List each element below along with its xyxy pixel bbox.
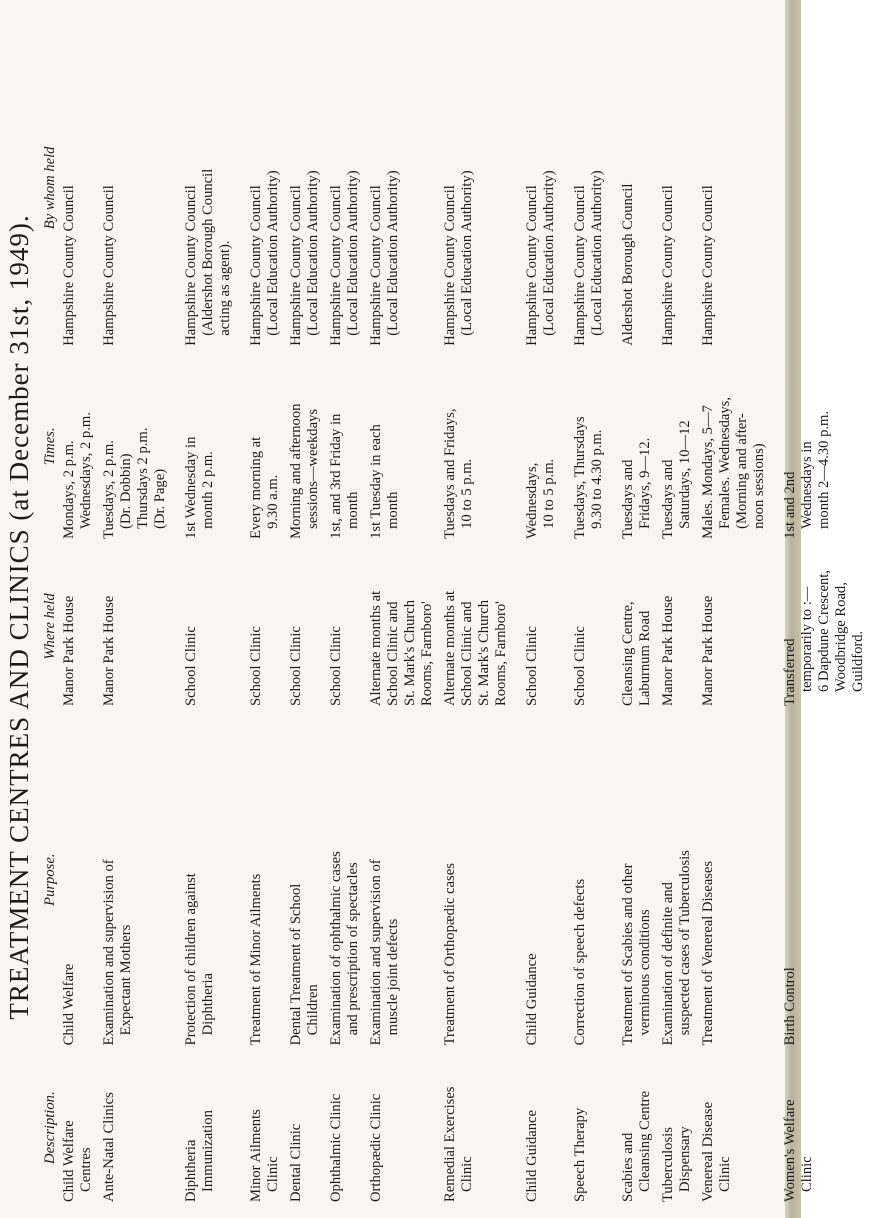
table-row (101, 26, 183, 1206)
cell-where-held (101, 543, 183, 710)
page-title: TREATMENT CENTRES AND CLINICS (at December 31st, 1949). (4, 214, 34, 1020)
cell-line: (Local Education Authority) (385, 170, 401, 336)
cell-line: Dental Treatment of School (288, 883, 304, 1046)
cell-where-held (572, 543, 620, 710)
cell-line: School Clinic (328, 626, 344, 706)
cell-line: Fridays, 9—12. (637, 437, 653, 529)
cell-line: noon sessions) (751, 443, 767, 529)
cell-where-held (288, 543, 328, 710)
cell-line: Thursdays 2 p.m. (135, 427, 151, 529)
cell-line: 9.30 to 4.30 p.m. (589, 429, 605, 529)
cell-line: Speech Therapy (572, 1107, 588, 1202)
cell-line: (Local Education Authority) (265, 170, 281, 336)
cell-description (61, 1049, 101, 1206)
cell-line: Hampshire County Council (368, 185, 384, 346)
cell-by-whom-held (620, 26, 660, 350)
cell-line: Treatment of Scabies and other (620, 863, 636, 1046)
cell-purpose (101, 710, 183, 1049)
cell-line: Diphtheria (183, 1139, 199, 1202)
cell-line: month 2 p.m. (200, 451, 216, 529)
cell-description (288, 1049, 328, 1206)
cell-description (101, 1049, 183, 1206)
rotated-table-area (0, 22, 866, 1212)
cell-line: verminous conditions (637, 909, 653, 1036)
cell-where-held (700, 543, 782, 710)
cell-description (620, 1049, 660, 1206)
cell-line: St. Mark's Church (476, 600, 492, 706)
cell-line: Treatment of Venereal Diseases (700, 860, 716, 1046)
cell-line: Protection of children against (183, 873, 199, 1046)
header-where-held: Where held (42, 593, 58, 660)
cell-purpose (328, 710, 368, 1049)
cell-line: Children (305, 984, 321, 1036)
cell-line: Tuesdays, Thursdays (572, 416, 588, 539)
cell-line: month 2—4.30 p.m. (816, 410, 832, 529)
cell-line: sessions—weekdays (305, 408, 321, 529)
cell-line: Clinic (717, 1156, 733, 1192)
cell-line: St. Mark's Church (402, 600, 418, 706)
cell-purpose (524, 710, 572, 1049)
cell-times (288, 350, 328, 543)
cell-line: acting as agent). (217, 240, 233, 336)
table-row (183, 26, 248, 1206)
cell-line: month (385, 491, 401, 529)
cell-by-whom-held (288, 26, 328, 350)
cell-purpose (61, 710, 101, 1049)
cell-line: Manor Park House (61, 595, 77, 706)
cell-times (61, 350, 101, 543)
cell-line: Aldershot Borough Council (620, 183, 636, 346)
table-row (288, 26, 328, 1206)
cell-times (782, 350, 873, 543)
cell-by-whom-held (368, 26, 442, 350)
cell-line: Child Guidance (524, 953, 540, 1046)
cell-line: Hampshire County Council (61, 185, 77, 346)
cell-purpose (288, 710, 328, 1049)
cell-description (782, 1049, 873, 1206)
cell-line: Laburnum Road (637, 610, 653, 706)
cell-line: Cleansing Centre, (620, 601, 636, 706)
table-row (442, 26, 524, 1206)
cell-by-whom-held (700, 26, 782, 350)
cell-line: and prescription of spectacles (345, 862, 361, 1036)
cell-line: Rooms, Farnboro' (419, 601, 435, 706)
cell-purpose (660, 710, 700, 1049)
cell-line: 10 to 5 p.m. (541, 458, 557, 529)
cell-line: Wednesdays in (799, 441, 815, 529)
cell-where-held (183, 543, 248, 710)
cell-description (368, 1049, 442, 1206)
cell-line: (Dr. Dobbin) (118, 453, 134, 529)
cell-line: Hampshire County Council (572, 185, 588, 346)
cell-line: Hampshire County Council (524, 185, 540, 346)
cell-line: Clinic (459, 1156, 475, 1192)
cell-line: Manor Park House (700, 595, 716, 706)
cell-line: Tuesdays, 2 p.m. (101, 440, 117, 539)
cell-by-whom-held (442, 26, 524, 350)
cell-purpose (782, 710, 873, 1049)
cell-by-whom-held (61, 26, 101, 350)
cell-times (183, 350, 248, 543)
cell-by-whom-held (524, 26, 572, 350)
cell-line: Tuesdays and (660, 459, 676, 539)
cell-description (183, 1049, 248, 1206)
cell-times (368, 350, 442, 543)
cell-line: Dental Clinic (288, 1123, 304, 1202)
cell-line: Women's Welfare (782, 1099, 798, 1202)
table-row (620, 26, 660, 1206)
table-row (660, 26, 700, 1206)
cell-line: Scabies and (620, 1132, 636, 1202)
cell-line: Males. Mondays, 5—7 (700, 405, 716, 539)
cell-line: suspected cases of Tuberculosis (677, 850, 693, 1036)
cell-line: Immunization (200, 1110, 216, 1192)
cell-line: Ophthalmic Clinic (328, 1093, 344, 1202)
cell-line: Hampshire County Council (442, 185, 458, 346)
cell-line: (Local Education Authority) (345, 170, 361, 336)
cell-line: Transferred (782, 638, 798, 706)
cell-purpose (700, 710, 782, 1049)
cell-line: Remedial Exercises (442, 1086, 458, 1202)
cell-line: Hampshire County Council (700, 185, 716, 346)
cell-line: temporarily to :— (799, 586, 815, 692)
cell-line: 6 Dapdune Crescent, (816, 570, 832, 692)
cell-line: Centres (78, 1147, 94, 1192)
header-by-whom-held: By whom held (42, 146, 58, 230)
cell-line: School Clinic (572, 626, 588, 706)
cell-line: (Morning and after- (734, 413, 750, 529)
cell-line: Hampshire County Council (328, 185, 344, 346)
cell-where-held (524, 543, 572, 710)
table-body (61, 26, 873, 1206)
cell-where-held (328, 543, 368, 710)
cell-line: Saturdays, 10—12 (677, 420, 693, 529)
table-row (328, 26, 368, 1206)
cell-line: Treatment of Orthopædic cases (442, 863, 458, 1046)
cell-times (328, 350, 368, 543)
cell-line: Females. Wednesdays, (717, 397, 733, 529)
cell-line: Tuesdays and Fridays, (442, 408, 458, 539)
cell-by-whom-held (248, 26, 288, 350)
cell-line: Alternate months at (442, 590, 458, 706)
cell-description (572, 1049, 620, 1206)
cell-line: (Local Education Authority) (541, 170, 557, 336)
cell-line: 9.30 a.m. (265, 474, 281, 529)
cell-description (660, 1049, 700, 1206)
cell-line: Expectant Mothers (118, 924, 134, 1036)
cell-line: Wednesdays, (524, 462, 540, 539)
cell-where-held (61, 543, 101, 710)
cell-line: Diphtheria (200, 972, 216, 1036)
cell-line: Examination of definite and (660, 882, 676, 1046)
cell-line: Guildford. (850, 630, 866, 692)
cell-line: Wednesdays, 2 p.m. (78, 412, 94, 529)
cell-line: Examination and supervision of (368, 859, 384, 1046)
cell-line: Every morning at (248, 436, 264, 539)
table-row (700, 26, 782, 1206)
cell-line: Woodbridge Road, (833, 582, 849, 692)
cell-purpose (368, 710, 442, 1049)
cell-line: Birth Control (782, 967, 798, 1046)
cell-purpose (442, 710, 524, 1049)
cell-by-whom-held (660, 26, 700, 350)
cell-line: School Clinic and (385, 601, 401, 706)
cell-line: (Local Education Authority) (459, 170, 475, 336)
cell-line: 1st and 2nd (782, 471, 798, 539)
table-header-row (42, 26, 61, 1206)
cell-line: Correction of speech defects (572, 878, 588, 1046)
cell-line: (Aldershot Borough Council (200, 168, 216, 336)
cell-line: Rooms, Farnboro' (493, 601, 509, 706)
cell-line: Cleansing Centre (637, 1091, 653, 1192)
cell-line: Hampshire County Council (288, 185, 304, 346)
cell-line: Hampshire County Council (101, 185, 117, 346)
cell-description (328, 1049, 368, 1206)
cell-line: Alternate months at (368, 590, 384, 706)
cell-where-held (248, 543, 288, 710)
cell-line: (Local Education Authority) (589, 170, 605, 336)
cell-line: Morning and afternoon (288, 403, 304, 539)
cell-line: Clinic (799, 1156, 815, 1192)
table-row (248, 26, 288, 1206)
cell-times (700, 350, 782, 543)
clinics-table (42, 26, 873, 1206)
cell-line: School Clinic (524, 626, 540, 706)
cell-line: Minor Ailments (248, 1109, 264, 1202)
cell-where-held (442, 543, 524, 710)
cell-line: School Clinic (183, 626, 199, 706)
cell-line: Clinic (265, 1156, 281, 1192)
table-row (782, 26, 873, 1206)
cell-line: Child Welfare (61, 963, 77, 1046)
cell-description (248, 1049, 288, 1206)
cell-line: Tuberculosis (660, 1127, 676, 1202)
cell-line: Mondays, 2 p.m. (61, 440, 77, 539)
cell-purpose (620, 710, 660, 1049)
cell-by-whom-held (572, 26, 620, 350)
cell-line: Treatment of Minor Ailments (248, 873, 264, 1046)
cell-line: 10 to 5 p.m. (459, 458, 475, 529)
cell-where-held (368, 543, 442, 710)
cell-line: Venereal Disease (700, 1101, 716, 1202)
cell-where-held (782, 543, 873, 710)
cell-line: Ante-Natal Clinics (101, 1092, 117, 1202)
cell-line: 1st, and 3rd Friday in (328, 413, 344, 539)
cell-line: Child Welfare (61, 1120, 77, 1202)
table-row (524, 26, 572, 1206)
cell-purpose (183, 710, 248, 1049)
table-row (572, 26, 620, 1206)
cell-line: School Clinic (288, 626, 304, 706)
cell-line: month (345, 491, 361, 529)
header-times: Times. (42, 427, 58, 466)
header-purpose: Purpose. (42, 853, 58, 906)
cell-by-whom-held (782, 26, 873, 350)
cell-line: muscle joint defects (385, 918, 401, 1036)
cell-line: Hampshire County Council (660, 185, 676, 346)
cell-line: Hampshire County Council (248, 185, 264, 346)
cell-line: 1st Wednesday in (183, 436, 199, 539)
table-row (61, 26, 101, 1206)
cell-line: Hampshire County Council (183, 185, 199, 346)
cell-line: Manor Park House (660, 595, 676, 706)
cell-line: 1st Tuesday in each (368, 424, 384, 539)
cell-purpose (248, 710, 288, 1049)
cell-line: Dispensary (677, 1126, 693, 1192)
cell-line: Child Guidance (524, 1109, 540, 1202)
cell-line: (Dr. Page) (152, 468, 168, 529)
cell-line: (Local Education Authority) (305, 170, 321, 336)
cell-line: School Clinic and (459, 601, 475, 706)
table-row (368, 26, 442, 1206)
cell-times (524, 350, 572, 543)
cell-purpose (572, 710, 620, 1049)
cell-by-whom-held (101, 26, 183, 350)
cell-line: Examination of ophthalmic cases (328, 851, 344, 1046)
cell-times (572, 350, 620, 543)
cell-by-whom-held (183, 26, 248, 350)
cell-times (620, 350, 660, 543)
header-description: Description. (42, 1091, 58, 1164)
cell-times (660, 350, 700, 543)
cell-where-held (620, 543, 660, 710)
cell-description (524, 1049, 572, 1206)
cell-description (442, 1049, 524, 1206)
cell-times (248, 350, 288, 543)
cell-description (700, 1049, 782, 1206)
cell-line: Manor Park House (101, 595, 117, 706)
cell-line: Examination and supervision of (101, 859, 117, 1046)
cell-by-whom-held (328, 26, 368, 350)
cell-times (101, 350, 183, 543)
cell-line: Tuesdays and (620, 459, 636, 539)
cell-where-held (660, 543, 700, 710)
cell-line: Orthopædic Clinic (368, 1093, 384, 1202)
cell-times (442, 350, 524, 543)
cell-line: School Clinic (248, 626, 264, 706)
